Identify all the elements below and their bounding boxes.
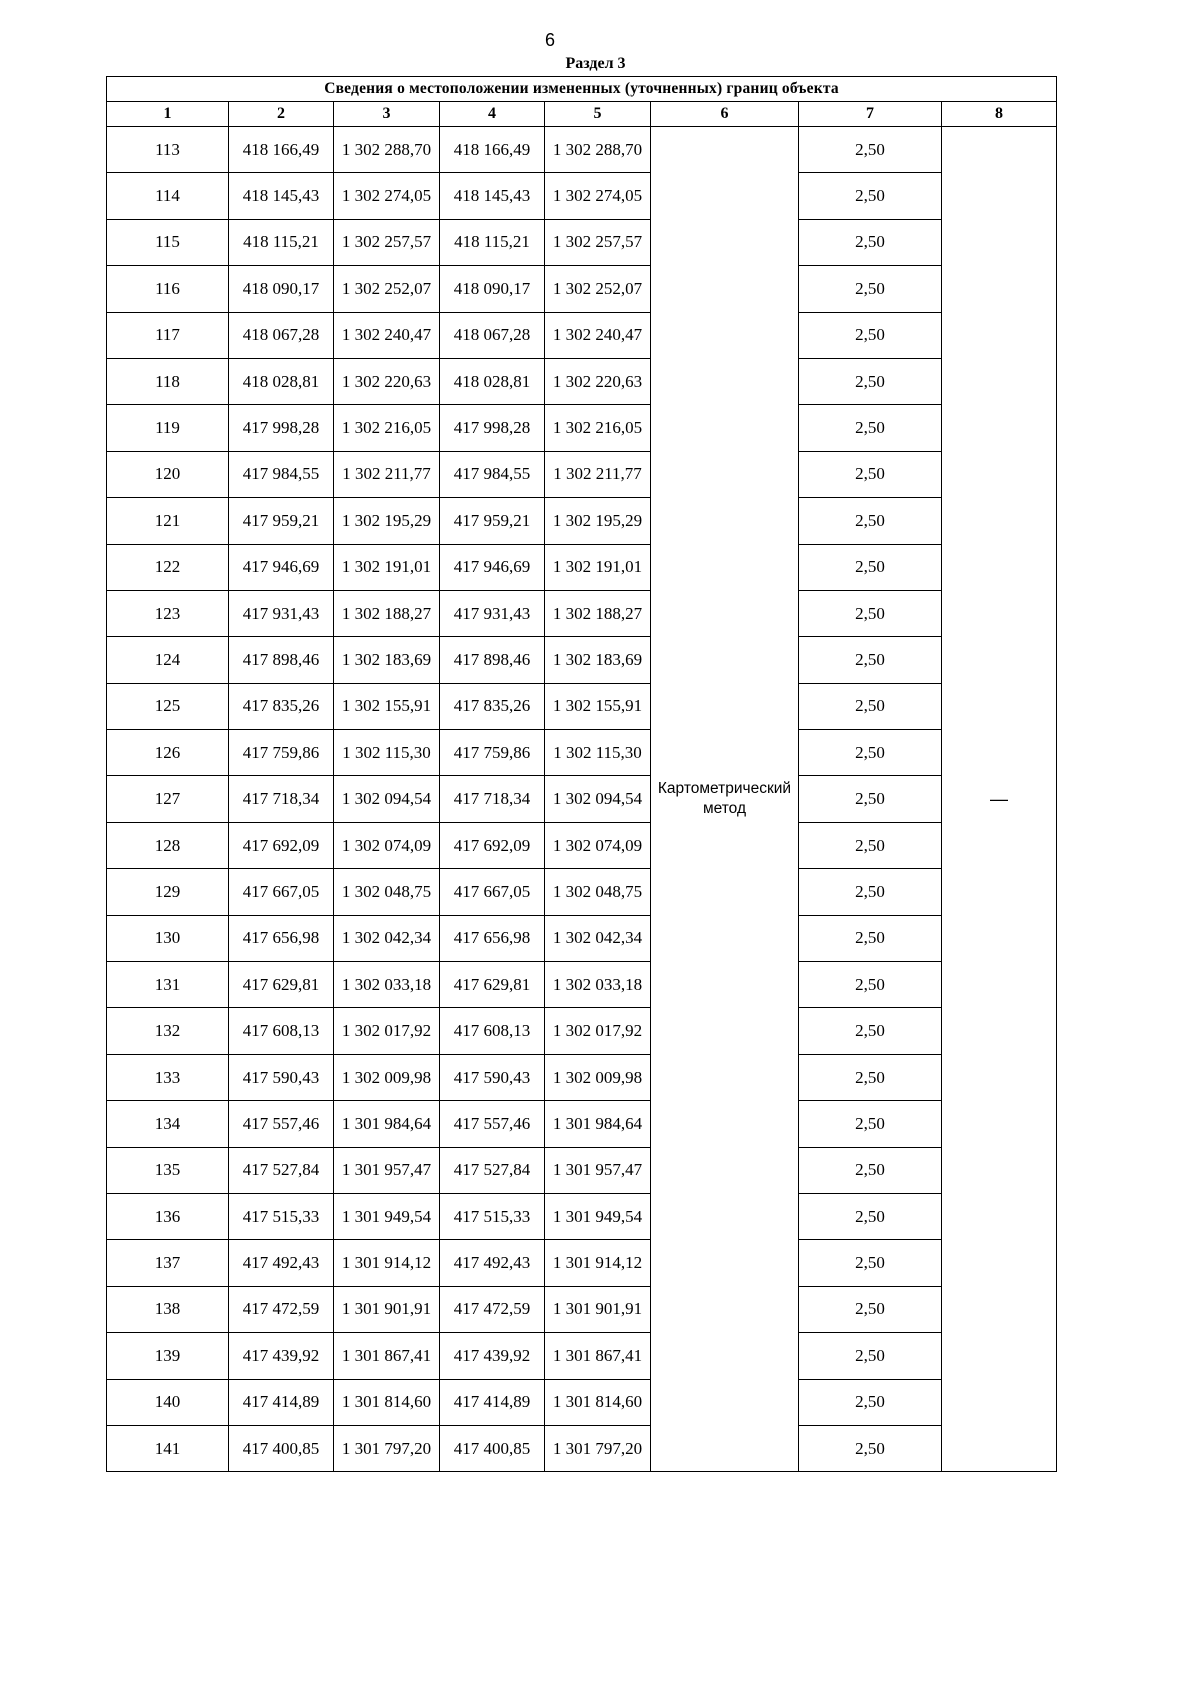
point-number-cell: 131 <box>107 962 229 1008</box>
x-coord-new-cell: 417 439,92 <box>440 1333 545 1379</box>
precision-cell: 2,50 <box>799 498 942 544</box>
table-row <box>107 962 1057 1008</box>
x-coord-new-cell: 418 028,81 <box>440 358 545 404</box>
precision-cell: 2,50 <box>799 405 942 451</box>
x-coord-cell: 417 414,89 <box>229 1379 334 1425</box>
point-number-cell: 139 <box>107 1333 229 1379</box>
y-coord-cell: 1 302 155,91 <box>334 683 440 729</box>
x-coord-new-cell: 417 959,21 <box>440 498 545 544</box>
table-row <box>107 1379 1057 1425</box>
x-coord-new-cell: 417 629,81 <box>440 962 545 1008</box>
y-coord-new-cell: 1 301 984,64 <box>545 1101 651 1147</box>
point-number-cell: 114 <box>107 173 229 219</box>
point-number-cell: 127 <box>107 776 229 822</box>
y-coord-cell: 1 302 074,09 <box>334 822 440 868</box>
point-number-cell: 132 <box>107 1008 229 1054</box>
x-coord-cell: 417 946,69 <box>229 544 334 590</box>
point-number-cell: 136 <box>107 1193 229 1239</box>
table-row <box>107 822 1057 868</box>
x-coord-cell: 417 667,05 <box>229 869 334 915</box>
table-row <box>107 544 1057 590</box>
x-coord-new-cell: 418 067,28 <box>440 312 545 358</box>
precision-cell: 2,50 <box>799 1425 942 1471</box>
y-coord-cell: 1 302 094,54 <box>334 776 440 822</box>
precision-cell: 2,50 <box>799 544 942 590</box>
precision-cell: 2,50 <box>799 1240 942 1286</box>
y-coord-cell: 1 302 115,30 <box>334 730 440 776</box>
column-header: 8 <box>942 102 1057 127</box>
y-coord-new-cell: 1 302 094,54 <box>545 776 651 822</box>
table-row <box>107 1425 1057 1471</box>
y-coord-cell: 1 301 957,47 <box>334 1147 440 1193</box>
precision-cell: 2,50 <box>799 173 942 219</box>
point-number-cell: 118 <box>107 358 229 404</box>
column-header: 3 <box>334 102 440 127</box>
x-coord-cell: 417 759,86 <box>229 730 334 776</box>
x-coord-cell: 417 439,92 <box>229 1333 334 1379</box>
y-coord-new-cell: 1 302 216,05 <box>545 405 651 451</box>
x-coord-new-cell: 418 145,43 <box>440 173 545 219</box>
x-coord-cell: 417 629,81 <box>229 962 334 1008</box>
x-coord-new-cell: 417 998,28 <box>440 405 545 451</box>
y-coord-new-cell: 1 302 257,57 <box>545 219 651 265</box>
x-coord-cell: 417 400,85 <box>229 1425 334 1471</box>
y-coord-cell: 1 302 191,01 <box>334 544 440 590</box>
x-coord-new-cell: 417 667,05 <box>440 869 545 915</box>
page-number: 6 <box>544 30 555 50</box>
y-coord-cell: 1 302 017,92 <box>334 1008 440 1054</box>
table-row <box>107 312 1057 358</box>
precision-cell: 2,50 <box>799 590 942 636</box>
precision-cell: 2,50 <box>799 683 942 729</box>
precision-cell: 2,50 <box>799 1193 942 1239</box>
point-number-cell: 134 <box>107 1101 229 1147</box>
table-title: Сведения о местоположении измененных (уточненных) границ объекта <box>107 77 1057 102</box>
x-coord-cell: 417 472,59 <box>229 1286 334 1332</box>
table-row <box>107 1286 1057 1332</box>
x-coord-cell: 417 590,43 <box>229 1054 334 1100</box>
x-coord-cell: 418 067,28 <box>229 312 334 358</box>
column-header: 7 <box>799 102 942 127</box>
x-coord-cell: 417 835,26 <box>229 683 334 729</box>
boundary-table <box>106 76 1057 1472</box>
precision-cell: 2,50 <box>799 1008 942 1054</box>
x-coord-new-cell: 417 414,89 <box>440 1379 545 1425</box>
x-coord-new-cell: 417 718,34 <box>440 776 545 822</box>
table-row <box>107 127 1057 173</box>
y-coord-new-cell: 1 302 252,07 <box>545 266 651 312</box>
x-coord-new-cell: 417 400,85 <box>440 1425 545 1471</box>
precision-cell: 2,50 <box>799 637 942 683</box>
method-cell: Картометрический метод <box>651 127 799 1472</box>
point-number-cell: 122 <box>107 544 229 590</box>
y-coord-new-cell: 1 302 240,47 <box>545 312 651 358</box>
table-row <box>107 1193 1057 1239</box>
x-coord-new-cell: 417 492,43 <box>440 1240 545 1286</box>
precision-cell: 2,50 <box>799 1286 942 1332</box>
y-coord-new-cell: 1 302 211,77 <box>545 451 651 497</box>
y-coord-new-cell: 1 301 914,12 <box>545 1240 651 1286</box>
y-coord-new-cell: 1 302 033,18 <box>545 962 651 1008</box>
y-coord-cell: 1 302 220,63 <box>334 358 440 404</box>
point-number-cell: 123 <box>107 590 229 636</box>
x-coord-new-cell: 417 984,55 <box>440 451 545 497</box>
y-coord-new-cell: 1 302 274,05 <box>545 173 651 219</box>
precision-cell: 2,50 <box>799 358 942 404</box>
y-coord-new-cell: 1 302 220,63 <box>545 358 651 404</box>
table-row <box>107 405 1057 451</box>
column-header: 5 <box>545 102 651 127</box>
y-coord-new-cell: 1 302 191,01 <box>545 544 651 590</box>
x-coord-new-cell: 417 527,84 <box>440 1147 545 1193</box>
x-coord-new-cell: 417 931,43 <box>440 590 545 636</box>
table-row <box>107 451 1057 497</box>
x-coord-cell: 417 515,33 <box>229 1193 334 1239</box>
x-coord-cell: 417 608,13 <box>229 1008 334 1054</box>
precision-cell: 2,50 <box>799 1101 942 1147</box>
table-row <box>107 266 1057 312</box>
y-coord-new-cell: 1 302 183,69 <box>545 637 651 683</box>
x-coord-cell: 418 090,17 <box>229 266 334 312</box>
x-coord-cell: 418 145,43 <box>229 173 334 219</box>
y-coord-new-cell: 1 301 949,54 <box>545 1193 651 1239</box>
x-coord-new-cell: 417 656,98 <box>440 915 545 961</box>
precision-cell: 2,50 <box>799 822 942 868</box>
x-coord-new-cell: 417 515,33 <box>440 1193 545 1239</box>
table-row <box>107 1008 1057 1054</box>
y-coord-new-cell: 1 302 155,91 <box>545 683 651 729</box>
precision-cell: 2,50 <box>799 962 942 1008</box>
y-coord-new-cell: 1 301 797,20 <box>545 1425 651 1471</box>
table-row <box>107 915 1057 961</box>
y-coord-cell: 1 302 257,57 <box>334 219 440 265</box>
table-row <box>107 1054 1057 1100</box>
y-coord-cell: 1 301 901,91 <box>334 1286 440 1332</box>
column-header-row <box>107 102 1057 127</box>
precision-cell: 2,50 <box>799 1333 942 1379</box>
x-coord-cell: 417 692,09 <box>229 822 334 868</box>
precision-cell: 2,50 <box>799 127 942 173</box>
column-header: 2 <box>229 102 334 127</box>
x-coord-cell: 417 998,28 <box>229 405 334 451</box>
table-row <box>107 590 1057 636</box>
x-coord-cell: 417 718,34 <box>229 776 334 822</box>
precision-cell: 2,50 <box>799 266 942 312</box>
point-number-cell: 125 <box>107 683 229 729</box>
point-number-cell: 138 <box>107 1286 229 1332</box>
table-row <box>107 1333 1057 1379</box>
y-coord-cell: 1 302 274,05 <box>334 173 440 219</box>
point-number-cell: 115 <box>107 219 229 265</box>
point-number-cell: 135 <box>107 1147 229 1193</box>
x-coord-new-cell: 417 692,09 <box>440 822 545 868</box>
x-coord-new-cell: 417 557,46 <box>440 1101 545 1147</box>
table-row <box>107 1240 1057 1286</box>
y-coord-cell: 1 302 183,69 <box>334 637 440 683</box>
y-coord-cell: 1 302 195,29 <box>334 498 440 544</box>
y-coord-cell: 1 301 984,64 <box>334 1101 440 1147</box>
y-coord-cell: 1 301 914,12 <box>334 1240 440 1286</box>
y-coord-new-cell: 1 302 188,27 <box>545 590 651 636</box>
y-coord-new-cell: 1 302 288,70 <box>545 127 651 173</box>
x-coord-cell: 417 898,46 <box>229 637 334 683</box>
table-row <box>107 1147 1057 1193</box>
y-coord-cell: 1 301 814,60 <box>334 1379 440 1425</box>
y-coord-new-cell: 1 302 074,09 <box>545 822 651 868</box>
precision-cell: 2,50 <box>799 312 942 358</box>
precision-cell: 2,50 <box>799 451 942 497</box>
table-row <box>107 869 1057 915</box>
x-coord-cell: 418 115,21 <box>229 219 334 265</box>
x-coord-new-cell: 417 835,26 <box>440 683 545 729</box>
x-coord-new-cell: 418 090,17 <box>440 266 545 312</box>
table-row <box>107 498 1057 544</box>
table-row <box>107 683 1057 729</box>
y-coord-cell: 1 302 009,98 <box>334 1054 440 1100</box>
x-coord-new-cell: 417 898,46 <box>440 637 545 683</box>
table-row <box>107 1101 1057 1147</box>
x-coord-new-cell: 417 946,69 <box>440 544 545 590</box>
precision-cell: 2,50 <box>799 730 942 776</box>
x-coord-new-cell: 417 590,43 <box>440 1054 545 1100</box>
table-row <box>107 730 1057 776</box>
x-coord-new-cell: 417 608,13 <box>440 1008 545 1054</box>
point-number-cell: 126 <box>107 730 229 776</box>
x-coord-cell: 417 984,55 <box>229 451 334 497</box>
x-coord-cell: 418 166,49 <box>229 127 334 173</box>
point-number-cell: 117 <box>107 312 229 358</box>
point-number-cell: 113 <box>107 127 229 173</box>
precision-cell: 2,50 <box>799 869 942 915</box>
y-coord-new-cell: 1 301 867,41 <box>545 1333 651 1379</box>
x-coord-cell: 417 656,98 <box>229 915 334 961</box>
y-coord-cell: 1 302 048,75 <box>334 869 440 915</box>
x-coord-cell: 417 959,21 <box>229 498 334 544</box>
column-header: 6 <box>651 102 799 127</box>
precision-cell: 2,50 <box>799 1147 942 1193</box>
x-coord-new-cell: 417 472,59 <box>440 1286 545 1332</box>
table-row <box>107 637 1057 683</box>
precision-cell: 2,50 <box>799 219 942 265</box>
y-coord-cell: 1 302 033,18 <box>334 962 440 1008</box>
y-coord-new-cell: 1 302 009,98 <box>545 1054 651 1100</box>
x-coord-new-cell: 418 166,49 <box>440 127 545 173</box>
precision-cell: 2,50 <box>799 1054 942 1100</box>
y-coord-cell: 1 302 252,07 <box>334 266 440 312</box>
x-coord-cell: 417 931,43 <box>229 590 334 636</box>
section-title: Раздел 3 <box>565 55 626 72</box>
precision-cell: 2,50 <box>799 1379 942 1425</box>
point-number-cell: 137 <box>107 1240 229 1286</box>
point-number-cell: 130 <box>107 915 229 961</box>
table-row <box>107 358 1057 404</box>
y-coord-new-cell: 1 301 814,60 <box>545 1379 651 1425</box>
point-number-cell: 120 <box>107 451 229 497</box>
x-coord-cell: 418 028,81 <box>229 358 334 404</box>
point-number-cell: 141 <box>107 1425 229 1471</box>
table-row <box>107 173 1057 219</box>
point-number-cell: 116 <box>107 266 229 312</box>
column-header: 4 <box>440 102 545 127</box>
table-row <box>107 776 1057 822</box>
y-coord-cell: 1 302 240,47 <box>334 312 440 358</box>
y-coord-new-cell: 1 302 115,30 <box>545 730 651 776</box>
y-coord-new-cell: 1 302 042,34 <box>545 915 651 961</box>
y-coord-cell: 1 302 216,05 <box>334 405 440 451</box>
x-coord-cell: 417 492,43 <box>229 1240 334 1286</box>
y-coord-new-cell: 1 302 195,29 <box>545 498 651 544</box>
y-coord-new-cell: 1 301 901,91 <box>545 1286 651 1332</box>
y-coord-new-cell: 1 302 048,75 <box>545 869 651 915</box>
y-coord-cell: 1 302 288,70 <box>334 127 440 173</box>
point-number-cell: 124 <box>107 637 229 683</box>
y-coord-cell: 1 302 042,34 <box>334 915 440 961</box>
x-coord-new-cell: 418 115,21 <box>440 219 545 265</box>
y-coord-cell: 1 302 188,27 <box>334 590 440 636</box>
y-coord-cell: 1 301 949,54 <box>334 1193 440 1239</box>
precision-cell: 2,50 <box>799 915 942 961</box>
column-header: 1 <box>107 102 229 127</box>
x-coord-cell: 417 557,46 <box>229 1101 334 1147</box>
x-coord-cell: 417 527,84 <box>229 1147 334 1193</box>
y-coord-cell: 1 302 211,77 <box>334 451 440 497</box>
point-number-cell: 121 <box>107 498 229 544</box>
y-coord-new-cell: 1 301 957,47 <box>545 1147 651 1193</box>
x-coord-new-cell: 417 759,86 <box>440 730 545 776</box>
point-number-cell: 129 <box>107 869 229 915</box>
note-cell: — <box>942 127 1057 1472</box>
precision-cell: 2,50 <box>799 776 942 822</box>
y-coord-cell: 1 301 867,41 <box>334 1333 440 1379</box>
point-number-cell: 119 <box>107 405 229 451</box>
y-coord-new-cell: 1 302 017,92 <box>545 1008 651 1054</box>
point-number-cell: 128 <box>107 822 229 868</box>
y-coord-cell: 1 301 797,20 <box>334 1425 440 1471</box>
table-row <box>107 219 1057 265</box>
point-number-cell: 140 <box>107 1379 229 1425</box>
point-number-cell: 133 <box>107 1054 229 1100</box>
